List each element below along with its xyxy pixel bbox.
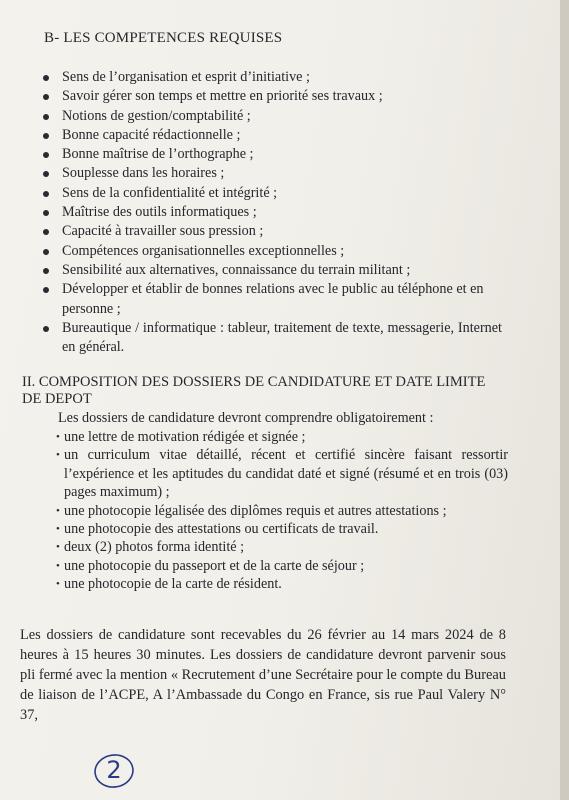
closing-paragraph: Les dossiers de candidature sont recevables du 26 février au 14 mars 2024 de 8 heures à 15 heures 30 minutes. Les dossiers de candidature devront parvenir sous pli fermé avec la mention « Recrutement d’une Secrétaire pour le compte du Bureau de liaison de l’ACPE, A l’Ambassade du Congo en France, sis rue Paul Valery N° 37,: [20, 627, 506, 723]
list-item: • une photocopie du passeport et de la carte de séjour ;: [56, 557, 508, 575]
list-item: • un curriculum vitae détaillé, récent et certifié sincère faisant ressortir l’expérience et les aptitudes du candidat daté et signé (résumé et en trois (03) pages maximum) ;: [56, 446, 508, 501]
list-item: Souplesse dans les horaires ;: [40, 164, 502, 183]
dossiers-intro: Les dossiers de candidature devront comprendre obligatoirement :: [58, 410, 434, 426]
page-number-value: 2: [106, 756, 122, 784]
dossiers-list: [56, 428, 508, 594]
section-heading-dossiers: II. COMPOSITION DES DOSSIERS DE CANDIDATURE ET DATE LIMITE DE DEPOT: [22, 374, 486, 407]
list-item: • une photocopie de la carte de résident.: [56, 575, 508, 593]
list-item: Savoir gérer son temps et mettre en priorité ses travaux ;: [40, 87, 502, 106]
list-item: Bonne capacité rédactionnelle ;: [40, 126, 502, 145]
list-item: • une photocopie des attestations ou certificats de travail.: [56, 520, 508, 538]
list-item: Bureautique / informatique : tableur, traitement de texte, messagerie, Internet en général.: [40, 319, 502, 358]
list-item: Sens de l’organisation et esprit d’initiative ;: [40, 68, 502, 87]
list-item: Compétences organisationnelles exceptionnelles ;: [40, 242, 502, 261]
section-heading-competences: B- LES COMPETENCES REQUISES: [44, 30, 283, 46]
list-item: Bonne maîtrise de l’orthographe ;: [40, 145, 502, 164]
competences-list: [40, 68, 502, 357]
list-item: Développer et établir de bonnes relations avec le public au téléphone et en personne ;: [40, 280, 502, 319]
list-item: • une lettre de motivation rédigée et signée ;: [56, 428, 508, 446]
list-item: • une photocopie légalisée des diplômes requis et autres attestations ;: [56, 502, 508, 520]
handwritten-page-number: [92, 750, 136, 790]
list-item: Notions de gestion/comptabilité ;: [40, 107, 502, 126]
list-item: Sensibilité aux alternatives, connaissance du terrain militant ;: [40, 261, 502, 280]
list-item: Sens de la confidentialité et intégrité ;: [40, 184, 502, 203]
list-item: • deux (2) photos forma identité ;: [56, 538, 508, 556]
list-item: Capacité à travailler sous pression ;: [40, 222, 502, 241]
list-item: Maîtrise des outils informatiques ;: [40, 203, 502, 222]
